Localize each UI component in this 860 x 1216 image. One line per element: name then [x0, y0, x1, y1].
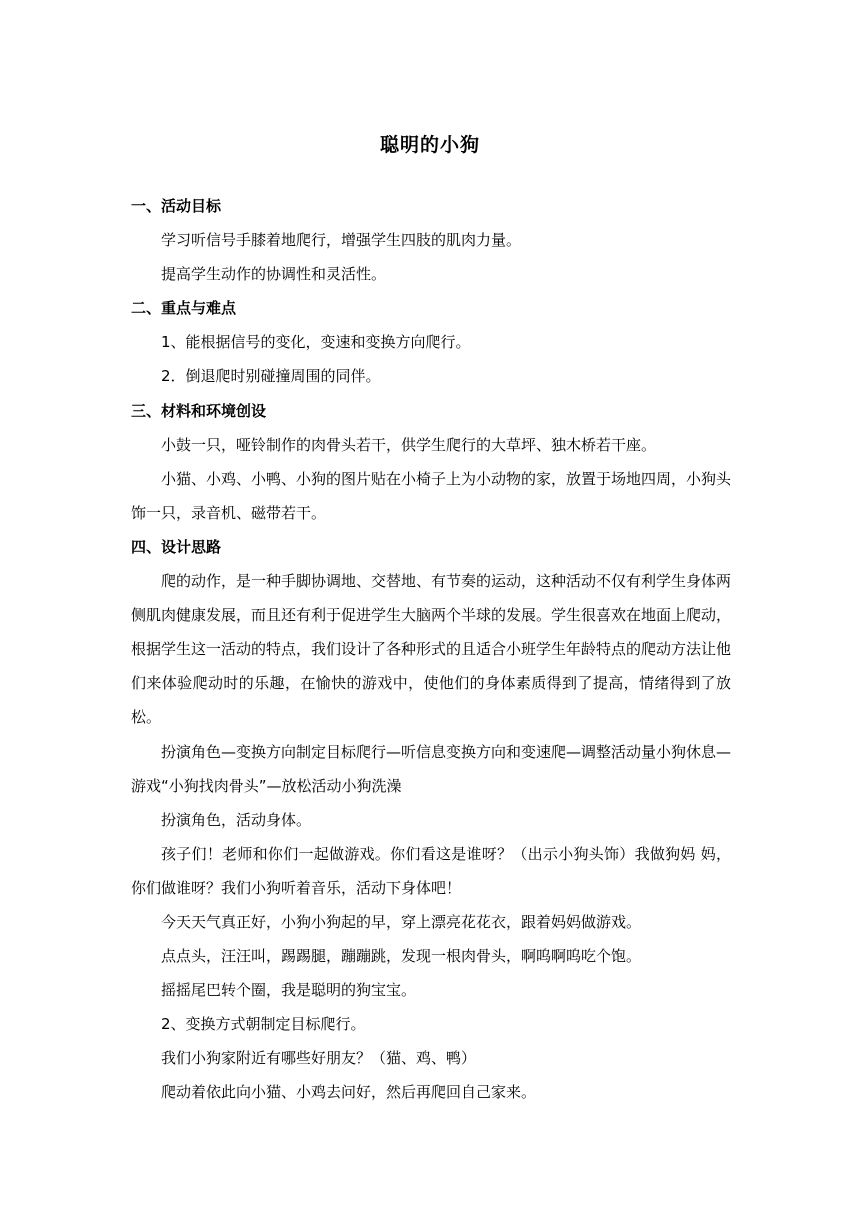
section-heading-goals: 一、活动目标 [131, 197, 222, 215]
paragraph: 摇摇尾巴转个圈，我是聪明的狗宝宝。 [161, 981, 417, 1000]
paragraph: 小鼓一只，哑铃制作的肉骨头若干，供学生爬行的大草坪、独木桥若干座。 [161, 435, 657, 454]
paragraph: 点点头，汪汪叫，踢踢腿，蹦蹦跳，发现一根肉骨头，啊呜啊呜吃个饱。 [161, 947, 642, 966]
paragraph: 2．倒退爬时别碰撞周围的同伴。 [161, 367, 381, 386]
paragraph: 1、能根据信号的变化，变速和变换方向爬行。 [161, 333, 471, 352]
document-title: 聪明的小狗 [379, 134, 480, 156]
document-body [131, 189, 731, 1110]
paragraph: 扮演角色—变换方向制定目标爬行—听信息变换方向和变速爬—调整活动量小狗休息—游戏“小狗找肉骨头”—放松活动小狗洗澡 [131, 742, 732, 795]
paragraph: 学习听信号手膝着地爬行，增强学生四肢的肌肉力量。 [161, 231, 522, 250]
section-heading-design: 四、设计思路 [131, 537, 222, 556]
paragraph: 爬动着依此向小猫、小鸡去问好，然后再爬回自己家来。 [161, 1083, 537, 1102]
paragraph: 小猫、小鸡、小鸭、小狗的图片贴在小椅子上为小动物的家，放置于场地四周，小狗头饰一只，录音机、磁带若干。 [131, 469, 732, 522]
paragraph: 今天天气真正好，小狗小狗起的早，穿上漂亮花花衣，跟着妈妈做游戏。 [161, 912, 642, 931]
paragraph: 2、变换方式朝制定目标爬行。 [161, 1015, 366, 1034]
paragraph: 孩子们！老师和你们一起做游戏。你们看这是谁呀？（出示小狗头饰）我做狗妈 妈，你们做谁呀？我们小狗听着音乐，活动下身体吧！ [131, 844, 731, 897]
paragraph: 扮演角色，活动身体。 [161, 810, 312, 829]
paragraph: 我们小狗家附近有哪些好朋友？（猫、鸡、鸭） [161, 1049, 477, 1068]
paragraph: 提高学生动作的协调性和灵活性。 [161, 265, 387, 284]
section-heading-materials: 三、材料和环境创设 [131, 401, 267, 420]
section-heading-key-points: 二、重点与难点 [131, 299, 237, 318]
paragraph: 爬的动作，是一种手脚协调地、交替地、有节奏的运动，这种活动不仅有利学生身体两侧肌肉健康发展，而且还有利于促进学生大脑两个半球的发展。学生很喜欢在地面上爬动，根据学生这一活动的特点，我们设计了各种形式的且适合小班学生年龄特点的爬动方法让他们来体验爬动时的乐趣，在愉快的游戏中，使他们的身体素质得到了提高，情绪得到了放松。 [131, 572, 732, 727]
